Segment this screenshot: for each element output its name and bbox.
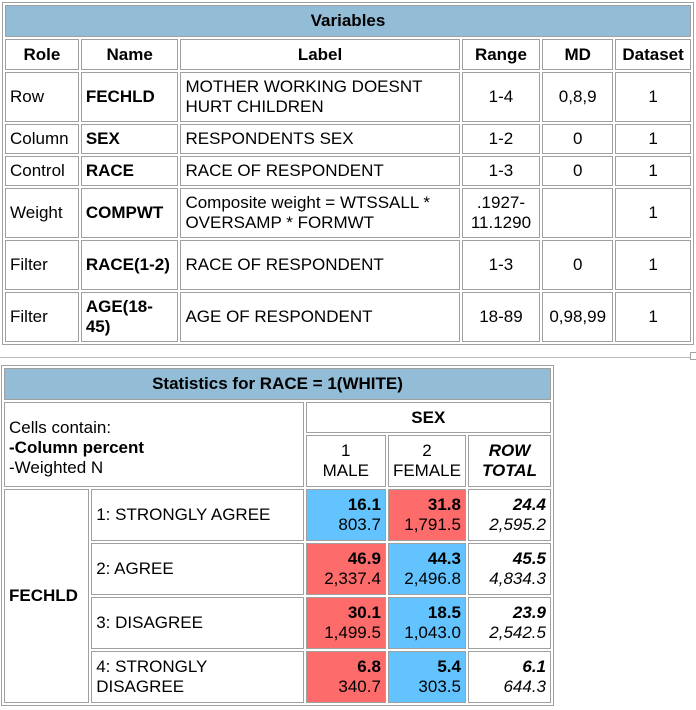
variable-range: 1-4 (462, 72, 541, 122)
variable-role: Weight (5, 188, 79, 238)
cell-male (306, 489, 386, 541)
cell-weighted-n: 2,595.2 (489, 515, 546, 534)
variable-range: 1-3 (462, 156, 541, 186)
variable-dataset: 1 (615, 188, 691, 238)
cell-row-total (468, 651, 551, 703)
variable-dataset: 1 (615, 124, 691, 154)
variable-md (542, 188, 613, 238)
variable-role: Column (5, 124, 79, 154)
variable-role: Row (5, 72, 79, 122)
cell-weighted-n: 2,496.8 (404, 569, 461, 588)
variable-range: 1-2 (462, 124, 541, 154)
variable-dataset: 1 (615, 292, 691, 342)
variable-name[interactable]: FECHLD (81, 72, 179, 122)
variable-label: AGE OF RESPONDENT (180, 292, 459, 342)
variable-dataset: 1 (615, 156, 691, 186)
variable-range: 18-89 (462, 292, 541, 342)
variable-dataset: 1 (615, 72, 691, 122)
variable-name[interactable]: SEX (81, 124, 179, 154)
cell-weighted-n: 1,499.5 (324, 623, 381, 642)
variable-md: 0 (542, 124, 613, 154)
variable-name[interactable]: AGE(18-45) (81, 292, 179, 342)
column-code: ROW (488, 441, 531, 460)
variable-name[interactable]: RACE(1-2) (81, 240, 179, 290)
cell-percent: 44.3 (427, 549, 461, 568)
column-label: FEMALE (392, 461, 461, 480)
cell-male (306, 651, 386, 703)
column-header-female (388, 435, 466, 487)
statistics-title: Statistics for RACE = 1(WHITE) (4, 368, 551, 400)
legend-line-column-percent: -Column percent (9, 437, 145, 457)
cell-female (388, 543, 466, 595)
cell-percent: 31.8 (427, 495, 461, 514)
cell-percent: 6.1 (522, 657, 546, 676)
variable-row (5, 188, 691, 238)
variable-range: .1927-11.1290 (462, 188, 541, 238)
variable-range: 1-3 (462, 240, 541, 290)
variables-title: Variables (5, 5, 691, 37)
legend-line-weighted-n: -Weighted N (9, 457, 104, 477)
cell-row-total (468, 543, 551, 595)
header-range: Range (462, 39, 541, 70)
cell-percent: 16.1 (347, 495, 381, 514)
column-label: TOTAL (481, 461, 538, 480)
table-row (4, 489, 551, 541)
header-dataset: Dataset (615, 39, 691, 70)
header-role: Role (5, 39, 79, 70)
cell-weighted-n: 4,834.3 (489, 569, 546, 588)
row-variable-header[interactable]: FECHLD (4, 489, 89, 703)
cell-percent: 6.8 (357, 657, 381, 676)
cell-weighted-n: 2,337.4 (324, 569, 381, 588)
variables-header-row (5, 39, 691, 70)
variable-md: 0 (542, 156, 613, 186)
cell-row-total (468, 489, 551, 541)
variable-name[interactable]: COMPWT (81, 188, 179, 238)
cell-percent: 46.9 (347, 549, 381, 568)
resize-handle[interactable] (690, 352, 696, 360)
variable-dataset: 1 (615, 240, 691, 290)
cell-female (388, 489, 466, 541)
variable-label: RESPONDENTS SEX (180, 124, 459, 154)
header-md: MD (542, 39, 613, 70)
column-code: 1 (341, 441, 351, 460)
cell-female (388, 597, 466, 649)
cell-weighted-n: 644.3 (503, 677, 546, 696)
legend-line-cells: Cells contain: (9, 417, 112, 437)
cell-weighted-n: 303.5 (418, 677, 461, 696)
variable-row (5, 292, 691, 342)
row-label: 2: AGREE (91, 543, 303, 595)
cells-contain-legend (4, 402, 304, 487)
variable-md: 0,98,99 (542, 292, 613, 342)
cell-weighted-n: 1,791.5 (404, 515, 461, 534)
cell-percent: 24.4 (512, 495, 546, 514)
cell-weighted-n: 340.7 (338, 677, 381, 696)
variable-role: Control (5, 156, 79, 186)
column-header-row-total (468, 435, 551, 487)
column-label: MALE (322, 461, 369, 480)
cell-male (306, 543, 386, 595)
header-name: Name (81, 39, 179, 70)
cell-percent: 5.4 (437, 657, 461, 676)
cell-weighted-n: 803.7 (338, 515, 381, 534)
cell-row-total (468, 597, 551, 649)
cell-percent: 45.5 (512, 549, 546, 568)
variable-md: 0 (542, 240, 613, 290)
cell-percent: 18.5 (427, 603, 461, 622)
variable-row (5, 124, 691, 154)
column-code: 2 (422, 441, 432, 460)
section-divider (0, 357, 690, 358)
variables-table (2, 2, 694, 345)
variable-row (5, 240, 691, 290)
variable-label: Composite weight = WTSSALL * OVERSAMP * FORMWT (180, 188, 459, 238)
column-variable-header[interactable]: SEX (306, 402, 551, 433)
statistics-table (1, 365, 554, 706)
variable-md: 0,8,9 (542, 72, 613, 122)
variable-label: RACE OF RESPONDENT (180, 240, 459, 290)
variable-name[interactable]: RACE (81, 156, 179, 186)
cell-weighted-n: 1,043.0 (404, 623, 461, 642)
cell-percent: 23.9 (512, 603, 546, 622)
header-label: Label (180, 39, 459, 70)
variable-label: MOTHER WORKING DOESNT HURT CHILDREN (180, 72, 459, 122)
row-label: 3: DISAGREE (91, 597, 303, 649)
variable-row (5, 156, 691, 186)
row-label: 1: STRONGLY AGREE (91, 489, 303, 541)
variable-role: Filter (5, 240, 79, 290)
cell-female (388, 651, 466, 703)
row-label: 4: STRONGLY DISAGREE (91, 651, 303, 703)
column-header-male (306, 435, 386, 487)
variable-row (5, 72, 691, 122)
variable-role: Filter (5, 292, 79, 342)
cell-percent: 30.1 (347, 603, 381, 622)
cell-male (306, 597, 386, 649)
variable-label: RACE OF RESPONDENT (180, 156, 459, 186)
cell-weighted-n: 2,542.5 (489, 623, 546, 642)
